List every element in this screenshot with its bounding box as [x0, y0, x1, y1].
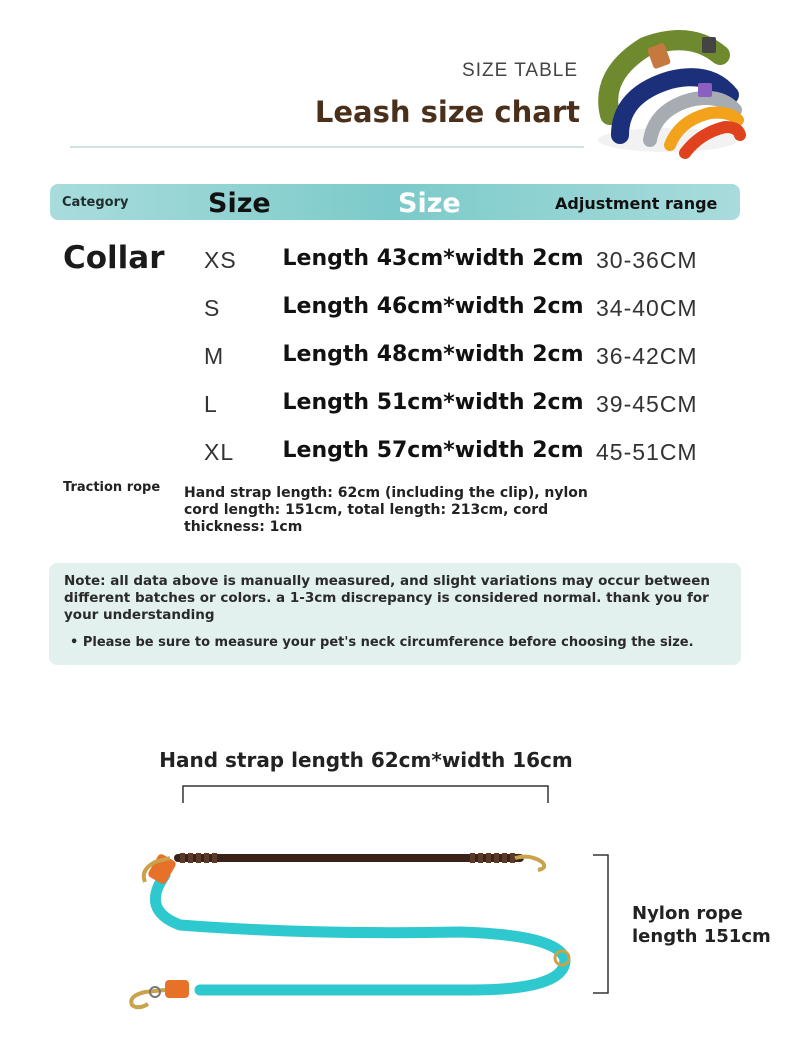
range-cell: 45-51CM — [596, 439, 698, 465]
column-header-adjustment: Adjustment range — [555, 194, 718, 213]
page-subtitle: SIZE TABLE — [462, 60, 578, 81]
rope-label-line1: Nylon rope — [632, 903, 743, 924]
category-traction-rope: Traction rope — [63, 480, 161, 495]
note-text: Note: all data above is manually measured, and slight variations may occur between different batches or colors. a 1-3cm discrepancy is considered normal. thank you for your understanding — [64, 573, 710, 623]
strap-bracket — [180, 783, 552, 805]
size-cell: L — [204, 391, 218, 417]
rope-bracket — [590, 853, 612, 995]
leash-photo — [110, 840, 580, 1015]
dimension-cell: Length 43cm*width 2cm — [282, 246, 584, 271]
range-cell: 34-40CM — [596, 295, 698, 321]
size-cell: M — [204, 343, 225, 369]
column-header-dimensions: Size — [398, 188, 461, 219]
rope-label-line2: length 151cm — [632, 926, 771, 947]
rope-length-label — [632, 902, 771, 948]
category-collar: Collar — [63, 240, 165, 276]
dimension-cell: Length 51cm*width 2cm — [282, 390, 584, 415]
range-cell: 30-36CM — [596, 247, 698, 273]
column-header-category: Category — [62, 195, 129, 210]
size-cell: XS — [204, 247, 237, 273]
page-title: Leash size chart — [314, 95, 580, 129]
strap-dimension-label: Hand strap length 62cm*width 16cm — [159, 748, 573, 772]
size-cell: XL — [204, 439, 235, 465]
range-cell: 36-42CM — [596, 343, 698, 369]
size-cell: S — [204, 295, 221, 321]
dimension-cell: Length 46cm*width 2cm — [282, 294, 584, 319]
dimension-cell: Length 48cm*width 2cm — [282, 342, 584, 367]
collar-photo — [590, 25, 750, 165]
range-cell: 39-45CM — [596, 391, 698, 417]
note-bullet: • Please be sure to measure your pet's neck circumference before choosing the size. — [70, 635, 694, 650]
traction-rope-description: Hand strap length: 62cm (including the clip), nylon cord length: 151cm, total length: 213cm, cord thickness: 1cm — [184, 485, 588, 535]
divider — [70, 146, 584, 148]
dimension-cell: Length 57cm*width 2cm — [282, 438, 584, 463]
column-header-size: Size — [208, 188, 271, 219]
